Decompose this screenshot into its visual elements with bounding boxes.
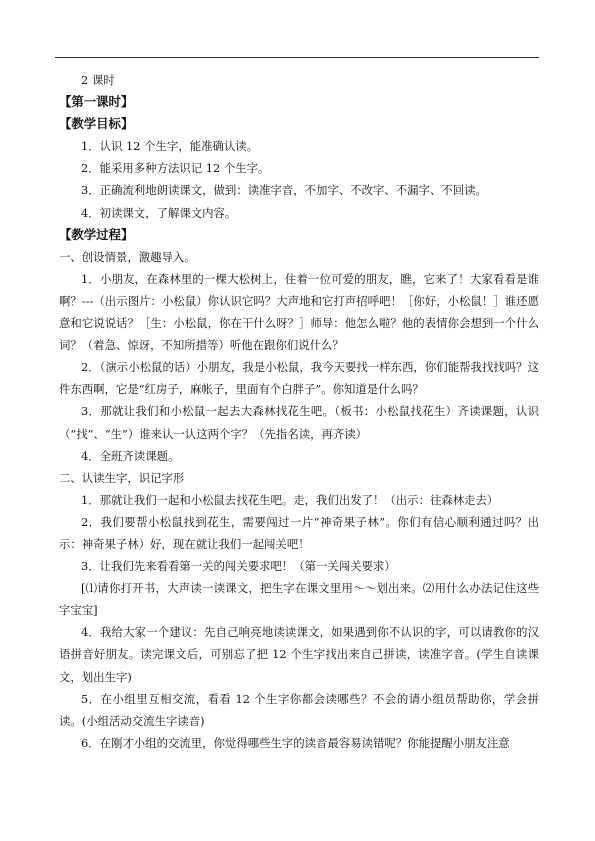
section-heading-first-lesson: 【第一课时】 (59, 94, 134, 110)
process-paragraph: 4．全班齐读课题。 (81, 448, 180, 463)
section-heading-objectives: 【教学目标】 (59, 116, 134, 132)
section-heading-process: 【教学过程】 (59, 226, 134, 242)
objective-item: 4．初读课文，了解课文内容。 (81, 205, 237, 220)
process-step-heading: 二、认读生字，识记字形 (59, 470, 185, 485)
process-paragraph: 6．在刚才小组的交流里，你觉得哪些生字的读音最容易读错呢？你能提醒小朋友注意 (81, 735, 510, 750)
process-step-heading: 一、创设情景，激趣导入。 (59, 249, 196, 264)
objective-item: 3．正确流利地朗读课文，做到：读准字音，不加字、不改字、不漏字、不回读。 (81, 183, 487, 198)
process-paragraph: 2．我们要帮小松鼠找到花生，需要闯过一片“神奇果子林”。你们有信心顺利通过吗？出示：神奇果子林）好，现在就让我们一起闯关吧！ (59, 514, 539, 551)
process-paragraph: 3．让我们先来看看第一关的闯关要求吧！（第一关闯关要求） (81, 559, 396, 574)
process-paragraph: 4．我给大家一个建议：先自己响亮地读读课文，如果遇到你不认识的字，可以请教你的汉语拼音好朋友。读完课文后，可别忘了把 12 个生字找出来自己拼读，读准字音。(学生自读课文，划出生字) (59, 625, 539, 684)
process-paragraph: 5．在小组里互相交流，看看 12 个生字你都会读哪些？不会的请小组员帮助你，学会拼读。(小组活动交流生字读音) (59, 691, 539, 728)
objective-item: 1．认识 12 个生字，能准确认读。 (81, 139, 259, 154)
process-paragraph: 2．（演示小松鼠的话）小朋友，我是小松鼠，我今天要找一样东西，你们能帮我找找吗？这件东西啊，它是“红房子，麻帐子，里面有个白胖子”。你知道是什么吗？ (59, 360, 539, 397)
process-paragraph: 3．那就让我们和小松鼠一起去大森林找花生吧。（板书：小松鼠找花生）齐读课题，认识（“找”、“生”）谁来认一认这两个字？（先指名读，再齐读） (59, 404, 539, 441)
lesson-plan-document (59, 69, 539, 754)
process-paragraph: 1．那就让我们一起和小松鼠去找花生吧。走，我们出发了！（出示：往森林走去） (81, 492, 499, 507)
objective-item: 2．能采用多种方法识记 12 个生字。 (81, 161, 270, 176)
process-paragraph: [⑴请你打开书，大声读一读课文，把生字在课文里用～～划出来。⑵用什么办法记住这些字宝宝] (59, 581, 539, 618)
header-rule (55, 57, 539, 58)
process-paragraph: 1．小朋友，在森林里的一棵大松树上，住着一位可爱的朋友，瞧，它来了！大家看看是谁啊？---（出示图片：小松鼠）你认识它吗？大声地和它打声招呼吧！［你好，小松鼠！］谁还愿意和它说说话？［生：小松鼠，你在干什么呀？］师导：他怎么啦？他的表情你会想到一个什么词？（着急、惊讶，不知所措等）听他在跟你们说什么？ (59, 271, 539, 353)
lesson-hours: 2 课时 (81, 73, 115, 87)
